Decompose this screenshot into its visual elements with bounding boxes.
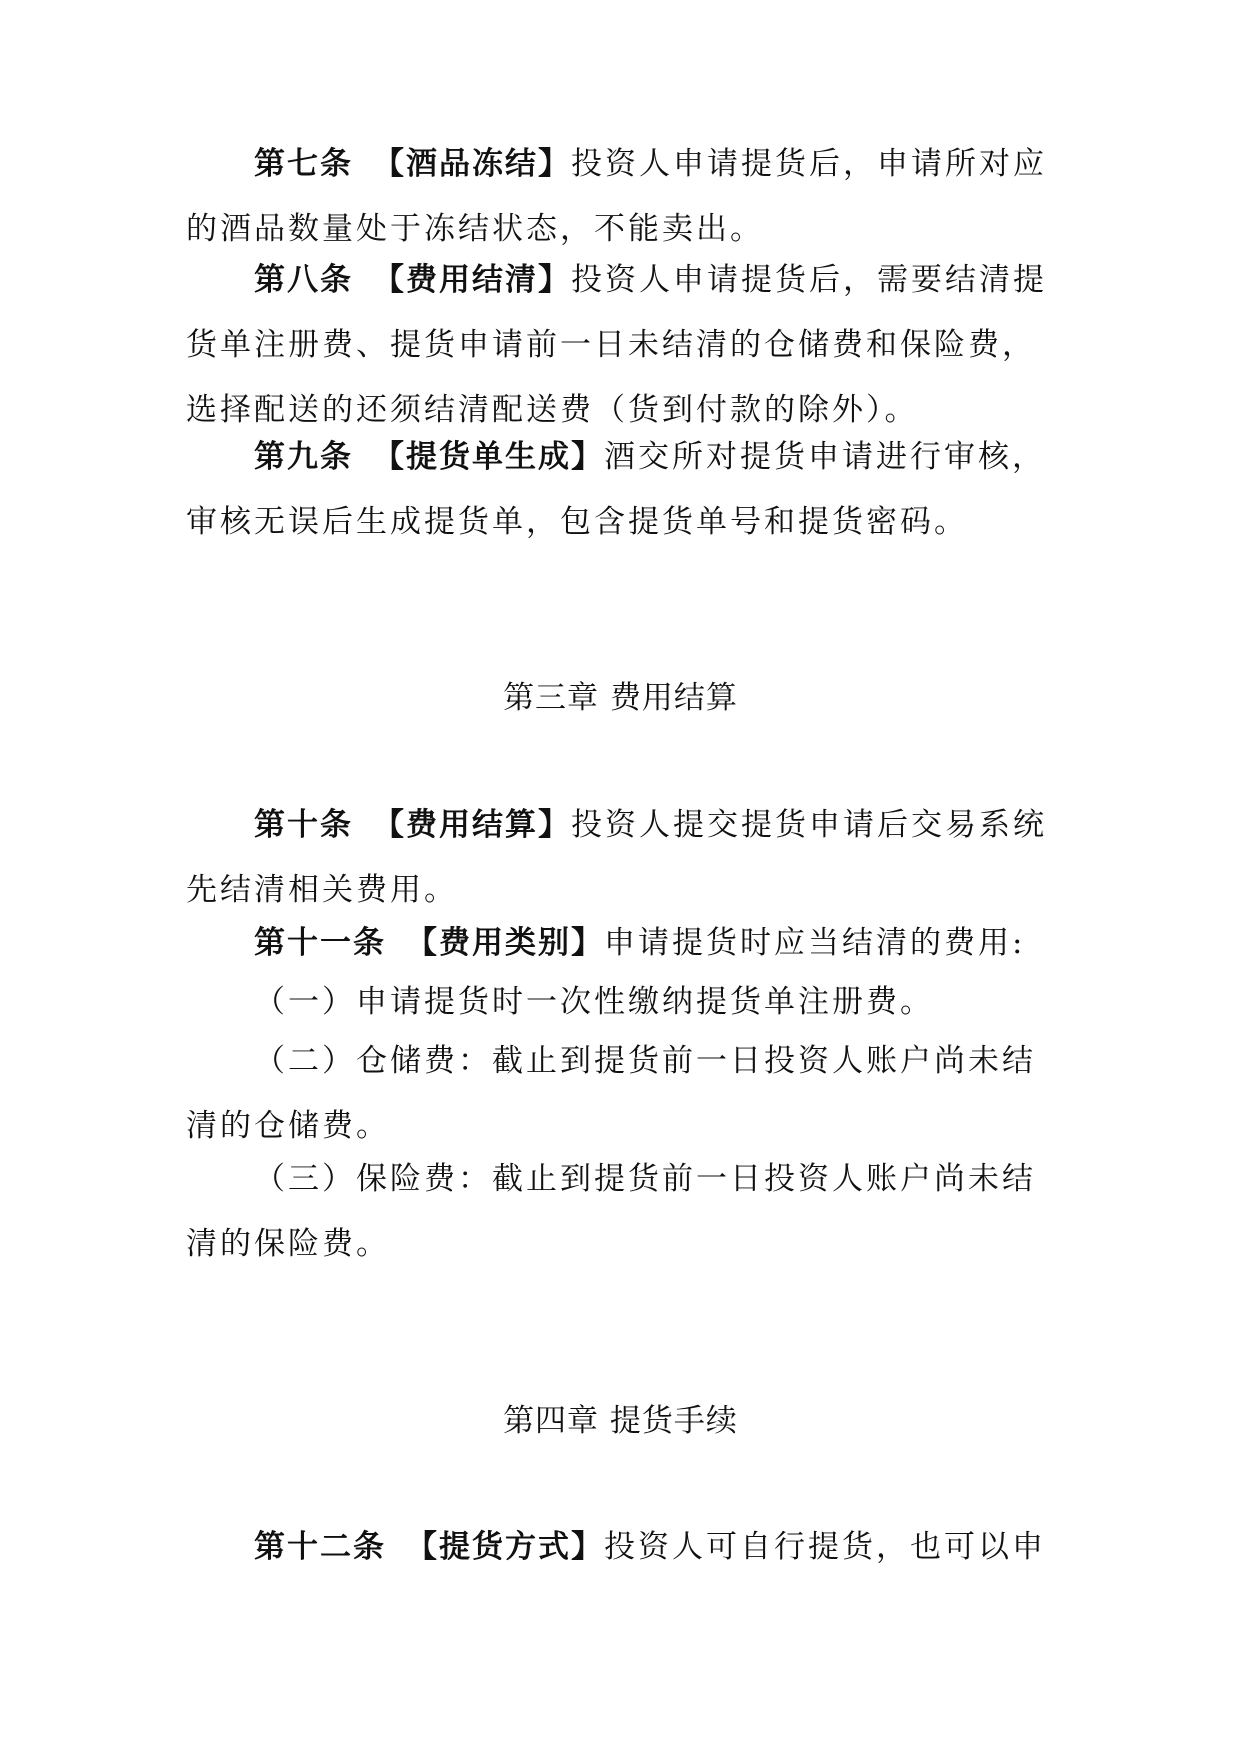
article-number: 第十二条 <box>254 1529 386 1565</box>
article-text: 投资人可自行提货，也可以申 <box>604 1529 1046 1565</box>
fee-item-2: （二）仓储费：截止到提货前一日投资人账户尚未结清的仓储费。 <box>186 1043 1036 1144</box>
article-text: 投资人申请提货后，申请所对应的酒品数量处于冻结状态，不能卖出。 <box>186 146 1047 247</box>
article-12 <box>186 1515 1048 1580</box>
article-heading: 【费用结清】 <box>373 262 571 298</box>
fee-item-1: （一）申请提货时一次性缴纳提货单注册费。 <box>254 984 934 1020</box>
article-heading: 【提货单生成】 <box>373 439 604 475</box>
article-text: 投资人提交提货申请后交易系统先结清相关费用。 <box>186 807 1047 908</box>
article-9 <box>186 425 1048 555</box>
article-8 <box>186 248 1048 443</box>
article-number: 第九条 <box>254 439 353 475</box>
chapter-heading: 第四章 提货手续 <box>503 1403 738 1439</box>
article-text: 申请提货时应当结清的费用: <box>604 925 1026 961</box>
article-number: 第十条 <box>254 807 353 843</box>
article-number: 第十一条 <box>254 925 386 961</box>
article-7 <box>186 132 1048 262</box>
article-11 <box>186 911 1048 976</box>
fee-item-3: （三）保险费：截止到提货前一日投资人账户尚未结清的保险费。 <box>186 1161 1036 1262</box>
article-10 <box>186 793 1048 923</box>
article-number: 第八条 <box>254 262 353 298</box>
article-text: 投资人申请提货后，需要结清提货单注册费、提货申请前一日未结清的仓储费和保险费，选择配送的还须结清配送费（货到付款的除外）。 <box>186 262 1047 428</box>
article-heading: 【费用结算】 <box>373 807 571 843</box>
article-number: 第七条 <box>254 146 353 182</box>
article-text: 酒交所对提货申请进行审核，审核无误后生成提货单，包含提货单号和提货密码。 <box>186 439 1046 540</box>
article-heading: 【费用类别】 <box>406 925 604 961</box>
article-heading: 【酒品冻结】 <box>373 146 571 182</box>
chapter-heading: 第三章 费用结算 <box>503 680 738 716</box>
article-heading: 【提货方式】 <box>406 1529 604 1565</box>
